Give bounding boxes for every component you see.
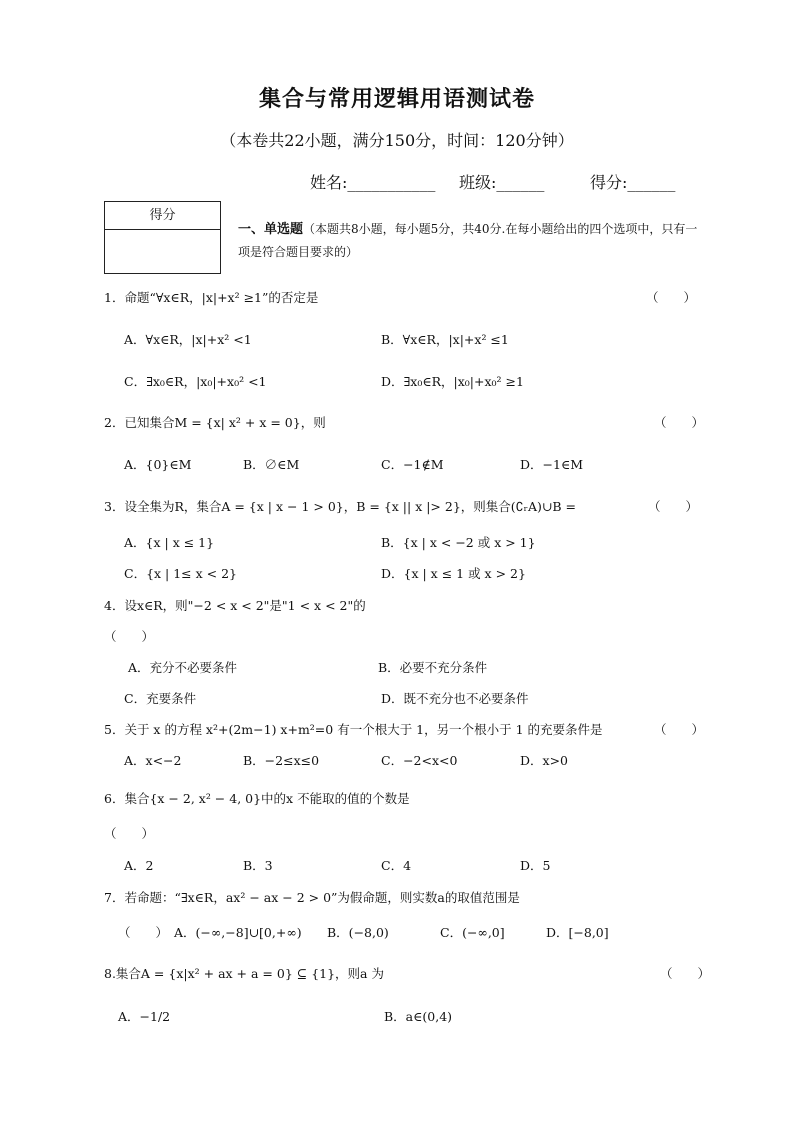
question-4-option-d: D．既不充分也不必要条件 [381,691,529,706]
question-1-option-d: D．∃x₀∈R，|x₀|+x₀² ≥1 [381,374,524,389]
question-6-answer-blank: （ ） [104,826,155,841]
question-2-option-c: C．−1∉M [381,457,444,472]
question-7-option-c: C．(−∞,0] [440,925,505,940]
question-3-stem: 3．设全集为R，集合A = {x | x − 1 > 0}，B = {x || x |> 2}，则集合(∁ᵣA)∪B = [104,499,576,514]
question-1-option-a: A．∀x∈R，|x|+x² <1 [124,332,252,347]
question-1-answer-blank: （ ） [646,290,697,305]
question-8-option-b: B．a∈(0,4) [384,1009,453,1024]
question-5-option-c: C．−2<x<0 [381,753,458,768]
question-2-option-a: A．{0}∈M [124,457,192,472]
question-6-option-d: D．5 [520,858,551,873]
question-3-option-c: C．{x | 1≤ x < 2} [124,566,238,581]
score-box-header: 得分 [105,202,220,230]
page-subtitle: （本卷共22小题，满分150分，时间：120分钟） [220,131,574,150]
question-7-option-a: A．(−∞,−8]∪[0,+∞) [174,925,302,940]
question-7-stem: 7．若命题：“∃x∈R，ax² − ax − 2 > 0”为假命题，则实数a的取值范围是 [104,890,520,905]
section-intro [238,218,708,263]
question-2-option-b: B．∅∈M [243,457,300,472]
page-title: 集合与常用逻辑用语测试卷 [258,86,535,112]
question-3-option-d: D．{x | x ≤ 1 或 x > 2} [381,566,526,581]
score-box [104,201,221,274]
question-5-stem: 5．关于 x 的方程 x²+(2m−1) x+m²=0 有一个根大于 1，另一个根小于 1 的充要条件是 [104,722,603,737]
question-8-stem: 8.集合A = {x|x² + ax + a = 0} ⊆ {1}，则a 为 [104,966,384,981]
question-6-option-b: B．3 [243,858,273,873]
section-heading: 一、单选题 [238,222,304,237]
question-4-option-b: B．必要不充分条件 [378,660,488,675]
question-4-stem: 4．设x∈R，则"−2 < x < 2"是"1 < x < 2"的 [104,598,366,613]
question-5-option-b: B．−2≤x≤0 [243,753,320,768]
question-7-option-b: B．(−8,0) [327,925,389,940]
question-2-option-d: D．−1∈M [520,457,584,472]
question-7-option-d: D．[−8,0] [546,925,609,940]
question-3-answer-blank: （ ） [648,499,699,514]
question-4-answer-blank: （ ） [104,629,155,644]
question-2-answer-blank: （ ） [654,415,705,430]
question-8-option-a: A．−1/2 [118,1009,171,1024]
question-3-option-b: B．{x | x < −2 或 x > 1} [381,535,536,550]
class-field: 班级:______ [459,173,545,192]
question-1-option-c: C．∃x₀∈R，|x₀|+x₀² <1 [124,374,267,389]
question-5-answer-blank: （ ） [654,722,705,737]
question-4-option-a: A．充分不必要条件 [128,660,238,675]
question-6-option-a: A．2 [124,858,154,873]
name-field: 姓名:___________ [310,173,436,192]
question-6-option-c: C．4 [381,858,412,873]
question-1-option-b: B．∀x∈R，|x|+x² ≤1 [381,332,509,347]
question-6-stem: 6．集合{x − 2, x² − 4, 0}中的x 不能取的值的个数是 [104,791,410,806]
question-3-option-a: A．{x | x ≤ 1} [124,535,215,550]
question-8-answer-blank: （ ） [660,966,711,981]
question-7-answer-blank: （ ） [118,925,169,940]
question-1-stem: 1．命题“∀x∈R，|x|+x² ≥1”的否定是 [104,290,319,305]
score-field: 得分:______ [590,173,676,192]
question-5-option-a: A．x<−2 [124,753,182,768]
question-5-option-d: D．x>0 [520,753,568,768]
section-description: （本题共8小题，每小题5分，共40分.在每小题给出的四个选项中，只有一项是符合题目要求的） [238,222,698,259]
question-2-stem: 2．已知集合M = {x| x² + x = 0}，则 [104,415,326,430]
question-4-option-c: C．充要条件 [124,691,197,706]
